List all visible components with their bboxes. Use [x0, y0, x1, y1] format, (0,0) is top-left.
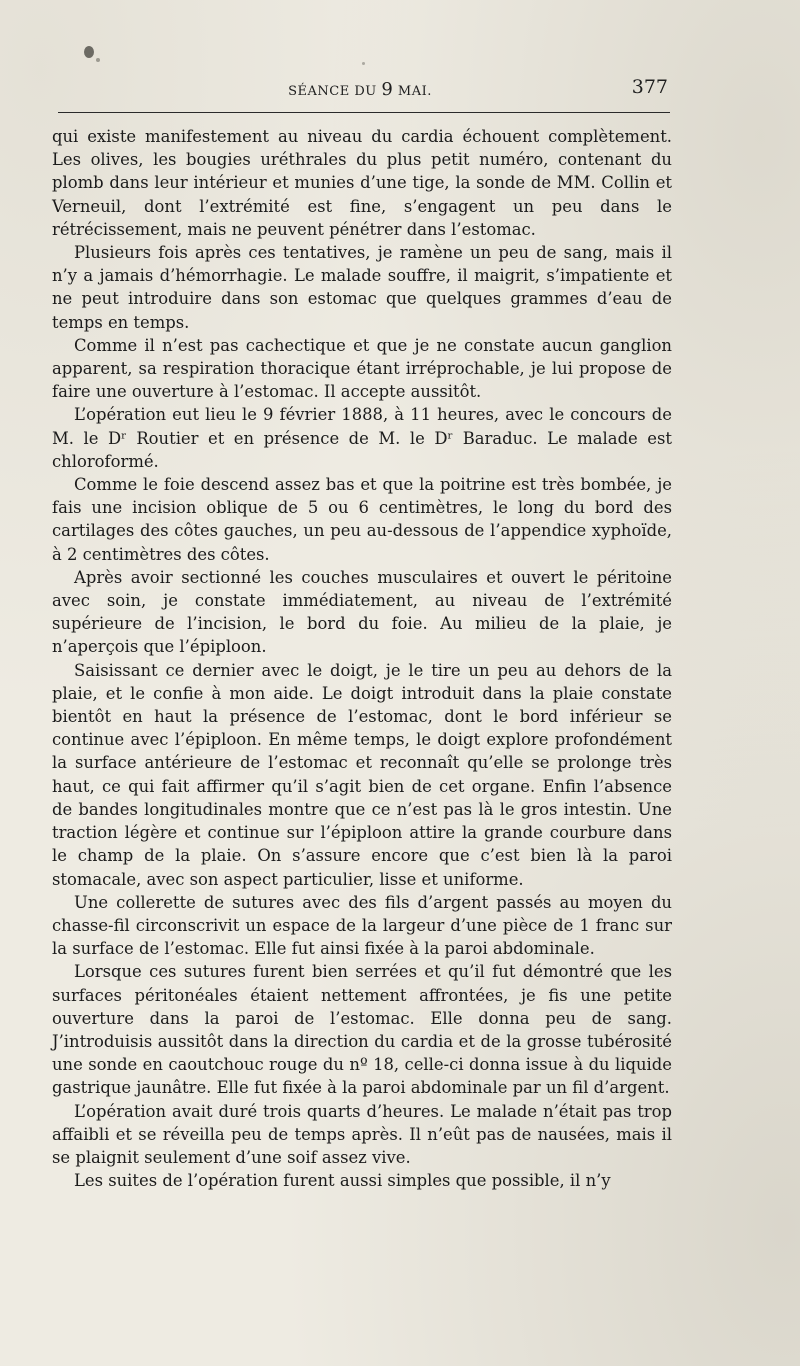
page-number: 377 [631, 76, 668, 98]
running-title-suffix: MAI. [393, 84, 432, 99]
paragraph: Plusieurs fois après ces tentatives, je ramène un peu de sang, mais il n’y a jamais d’hémorrhagie. Le malade souffre, il maigrit, s’impatiente et ne peut introduire dans son estomac que quelques grammes d’eau de temps en temps. [52, 243, 672, 332]
paragraph-continued: qui existe manifestement au niveau du cardia échouent complètement. Les olives, les bougies uréthrales du plus petit numéro, contenant du plomb dans leur intérieur et munies d’une tige, la sonde de MM. Collin et Verneuil, dont l’extrémité est fine, s’engagent un peu dans le rétrécissement, mais ne peuvent pénétrer dans l’estomac. [52, 127, 672, 239]
body-text [52, 125, 672, 1192]
running-title [52, 79, 668, 100]
paragraph: L’opération eut lieu le 9 février 1888, à 11 heures, avec le concours de M. le Dʳ Routier et en présence de M. le Dʳ Baraduc. Le malade est chloroformé. [52, 405, 672, 471]
paragraph: Une collerette de sutures avec des fils d’argent passés au moyen du chasse-fil circonscrivit un espace de la largeur d’une pièce de 1 franc sur la surface de l’estomac. Elle fut ainsi fixée à la paroi abdominale. [52, 892, 672, 959]
running-header [52, 76, 668, 102]
ink-speck [362, 62, 365, 65]
paragraph: L’opération avait duré trois quarts d’heures. Le malade n’était pas trop affaibli et se réveilla peu de temps après. Il n’eût pas de nausées, mais il se plaignit seulement d’une soif assez vive. [52, 1101, 672, 1167]
paragraph: Comme il n’est pas cachectique et que je ne constate aucun ganglion apparent, sa respiration thoracique étant irréprochable, je lui propose de faire une ouverture à l’estomac. Il accepte aussitôt. [52, 335, 672, 402]
running-title-prefix: SÉANCE DU [288, 84, 382, 99]
ink-speck [84, 46, 94, 58]
paragraph: Comme le foie descend assez bas et que la poitrine est très bombée, je fais une incision oblique de 5 ou 6 centimètres, le long du bord des cartilages des côtes gauches, un peu au-dessous de l’appendice xyphoïde, à 2 centimètres des côtes. [52, 475, 672, 564]
paragraph-last: Les suites de l’opération furent aussi simples que possible, il n’y [74, 1171, 611, 1191]
paragraph: Lorsque ces sutures furent bien serrées et qu’il fut démontré que les surfaces péritonéales étaient nettement affrontées, je fis une petite ouverture dans la paroi de l’estomac. Elle donna peu de sang. J’introduisis aussitôt dans la direction du cardia et de la grosse tubérosité une sonde en caoutchouc rouge du nº 18, celle-ci donna issue à du liquide gastrique jaunâtre. Elle fut fixée à la paroi abdominale par un fil d’argent. [52, 962, 672, 1098]
running-title-day: 9 [381, 79, 394, 100]
paragraph: Saisissant ce dernier avec le doigt, je le tire un peu au dehors de la plaie, et le confie à mon aide. Le doigt introduit dans la plaie constate bientôt en haut la présence de l’estomac, dont le bord inférieur se continue avec l’épiploon. En même temps, le doigt explore profondément la surface antérieure de l’estomac et reconnaît qu’elle se prolonge très haut, ce qui fait affirmer qu’il s’agit bien de cet organe. Enfin l’absence de bandes longitudinales montre que ce n’est pas là le gros intestin. Une traction légère et continue sur l’épiploon attire la grande courbure dans le champ de la plaie. On s’assure encore que c’est bien là la paroi stomacale, avec son aspect particulier, lisse et uniforme. [52, 660, 672, 889]
header-rule [58, 112, 670, 113]
ink-speck [96, 58, 100, 62]
paragraph: Après avoir sectionné les couches musculaires et ouvert le péritoine avec soin, je constate immédiatement, au niveau de l’extrémité supérieure de l’incision, le bord du foie. Au milieu de la plaie, je n’aperçois que l’épiploon. [52, 567, 672, 657]
